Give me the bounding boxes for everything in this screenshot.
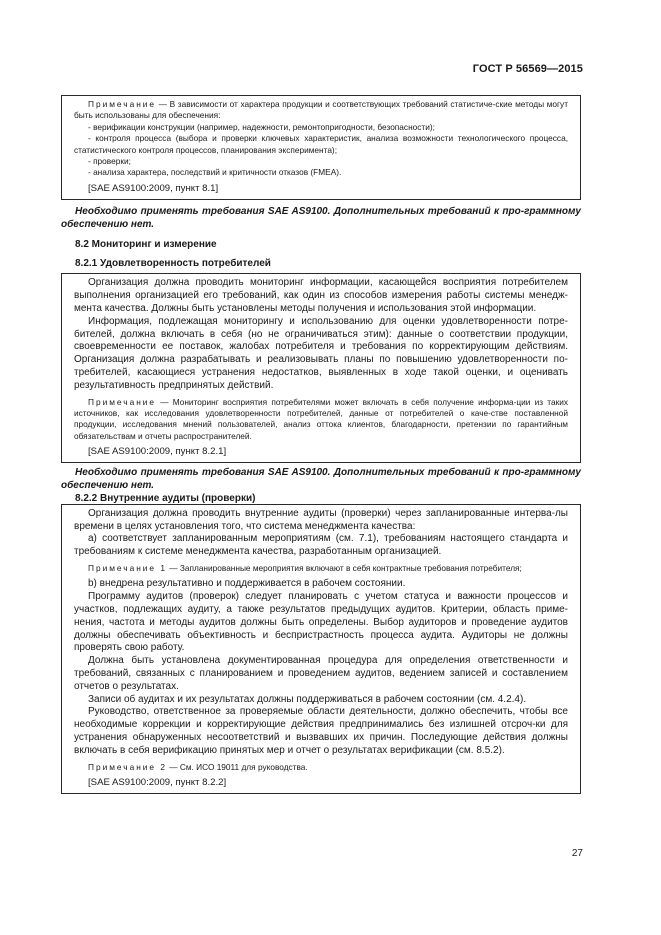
body-paragraph: а) соответствует запланированным мероприятиям (см. 7.1), требованиям настоящего стандарта и требованиям к системе менеджмента качества, разработанным организацией. <box>74 533 568 558</box>
note-list-item: - верификации конструкции (например, надежности, ремонтопригодности, безопасности); <box>88 121 435 132</box>
note-list-item: - контроля процесса (выбора и проверки ключевых характеристик, анализа возможности технологического процесса, статистического контроля процессов, планирования эксперимента); <box>74 133 568 155</box>
note-paragraph <box>74 762 568 773</box>
note-text: — См. ИСО 19011 для руководства. <box>166 761 308 772</box>
note-paragraph <box>74 563 568 574</box>
note-label: Примечание 2 <box>88 761 167 772</box>
body-paragraph: b) внедрена результативно и поддерживается в рабочем состоянии. <box>88 578 406 590</box>
note-text: — Мониторинг восприятия потребителями может включать в себя получение информа-ции из таких источников, как исследования удовлетворенности потребителей, данные от потребителей о каче-стве поставленной продукции, исследования мнений пользователей, анализ оттока клиентов, благодарности, претензии по гарантийным обязательствам и отчеты распространителей. <box>74 396 568 441</box>
note-label: Примечание 1 <box>88 563 167 574</box>
page-number: 27 <box>571 848 583 859</box>
note-intro-text: — В зависимости от характера продукции и соответствующих требований статистиче-ские методы могут быть использованы для обеспечения: <box>74 99 568 121</box>
note-text: — Запланированные мероприятия включают в себя контрактные требования потребителя; <box>166 563 522 574</box>
reference-citation: [SAE AS9100:2009, пункт 8.2.2] <box>88 776 227 788</box>
section-heading-8-2-2: 8.2.2 Внутренние аудиты (проверки) <box>75 492 256 504</box>
body-paragraph: Должна быть установлена документированная процедура для определения ответственности и требований, связанных с планированием и проведением аудитов, ведением записей и составлением отчетов о результатах. <box>74 655 568 692</box>
requirement-statement: Необходимо применять требования SAE AS9100. Дополнительных требований к про-граммному обеспечению нет. <box>61 467 581 492</box>
body-paragraph: Информация, подлежащая мониторингу и использованию для оценки удовлетворенности потре-бителей, должна включать в себя (но не ограничиваться этим): данные о соответствии продукции, своевременности ее поставок, жалобах потребителя и требования по корректирующим действиям. Организация должна разрабатывать и реализовывать планы по повышению удовлетворенности по-требителей, касающиеся устранения недостатков, выявленных в ходе такой оценки, и оценивать результативность предпринятых действий. <box>74 315 568 391</box>
section-heading-8-2-1: 8.2.1 Удовлетворенность потребителей <box>75 258 271 270</box>
reference-citation: [SAE AS9100:2009, пункт 8.2.1] <box>88 446 227 458</box>
body-paragraph: Программу аудитов (проверок) следует планировать с учетом статуса и важности процессов и участков, подлежащих аудиту, а также результатов предыдущих аудитов. Критерии, область приме-нения, частота и методы аудитов должны быть определены. Выбор аудиторов и проведение аудитов должны обеспечивать объективность и беспристрастность процесса аудита. Аудиторы не должны проверять свою работу. <box>74 591 568 654</box>
note-label: Примечание <box>88 396 157 407</box>
reference-citation: [SAE AS9100:2009, пункт 8.1] <box>88 182 219 194</box>
note-paragraph <box>74 397 568 443</box>
body-paragraph: Организация должна проводить мониторинг информации, касающейся восприятия потребителем выполнения организацией его требований, как один из способов измерения работы системы менедж-мента качества. Должны быть установлены методы получения и использования этой информации. <box>74 277 568 315</box>
requirement-statement: Необходимо применять требования SAE AS9100. Дополнительных требований к про-граммному обеспечению нет. <box>61 205 581 230</box>
content-box-8-2-1 <box>61 273 581 463</box>
note-label: Примечание <box>88 99 157 109</box>
note-box-8-1 <box>61 95 581 200</box>
section-heading-8-2: 8.2 Мониторинг и измерение <box>75 239 217 251</box>
note-list-item: - анализа характера, последствий и критичности отказов (FMEA). <box>88 167 342 178</box>
body-paragraph: Записи об аудитах и их результатах должны поддерживаться в рабочем состоянии (см. 4.2.4). <box>88 693 527 705</box>
document-code: ГОСТ Р 56569—2015 <box>472 63 583 75</box>
note-intro <box>74 99 568 122</box>
body-paragraph: Организация должна проводить внутренние аудиты (проверки) через запланированные интерва-лы времени в целях установления того, что система менеджмента качества: <box>74 507 568 532</box>
note-list-item: - проверки; <box>88 156 131 167</box>
content-box-8-2-2 <box>61 504 581 794</box>
body-paragraph: Руководство, ответственное за проверяемые области деятельности, должно обеспечить, чтобы все необходимые коррекции и корректирующие действия предпринимались без излишней отсроч-ки для устранения обнаруженных несоответствий и вызвавших их причин. Последующие действия должны включать в себя верификацию принятых мер и отчет о результатах верификации (см. 8.5.2). <box>74 706 568 756</box>
page-content <box>61 95 581 794</box>
